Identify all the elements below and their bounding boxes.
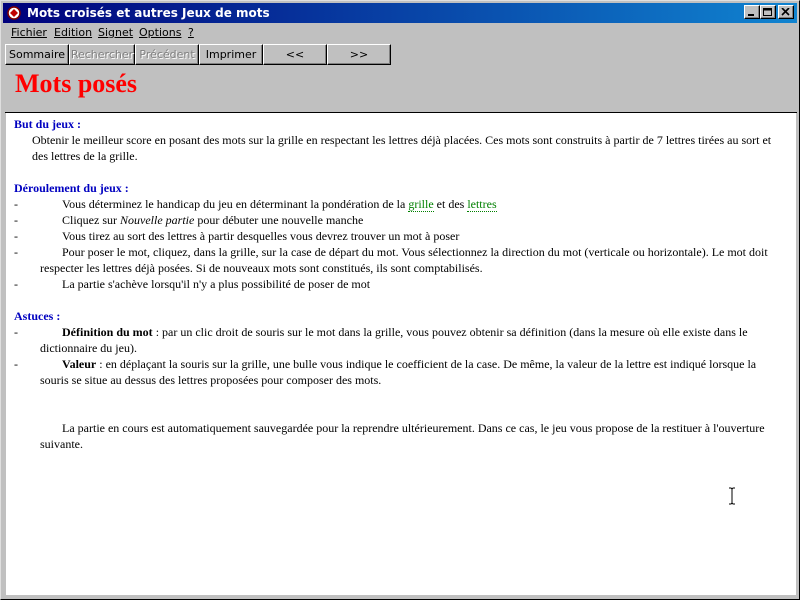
- help-content[interactable]: [6, 113, 796, 595]
- lettres-link[interactable]: lettres: [467, 197, 497, 211]
- next-topic-button[interactable]: >>: [327, 44, 391, 65]
- minimize-button[interactable]: [744, 5, 760, 19]
- window-title: Mots croisés et autres Jeux de mots: [27, 6, 270, 20]
- maximize-button[interactable]: [760, 5, 776, 19]
- list-item: - Vous déterminez le handicap du jeu en déterminant la pondération de la grille et des lettres: [14, 197, 497, 211]
- list-item: - La partie s'achève lorsqu'il n'y a plus possibilité de poser de mot: [14, 277, 371, 291]
- app-icon[interactable]: [6, 5, 22, 21]
- footer-note: La partie en cours est automatiquement sauvegardée pour la reprendre ultérieurement. Dans ce cas, le jeu vous propose de la restituer à l'ouverture suivante.: [40, 421, 765, 451]
- list-item: - Cliquez sur Nouvelle partie pour débuter une nouvelle manche: [14, 213, 364, 227]
- close-button[interactable]: [778, 5, 794, 19]
- list-item: - Vous tirez au sort des lettres à partir desquelles vous devrez trouver un mot à poser: [14, 229, 460, 243]
- topic-header: [5, 65, 797, 113]
- close-icon: [781, 8, 791, 16]
- list-item: - Pour poser le mot, cliquez, dans la grille, sur la case de départ du mot. Vous sélectionnez la direction du mot (verticale ou horizontale). Le mot doit respecter les lettres déjà posées. Si de nouveaux mots sont constitués, ils sont comptabilisés.: [14, 245, 768, 275]
- list-item: - Définition du mot : par un clic droit de souris sur le mot dans la grille, vous pouvez obtenir sa définition (dans la mesure où elle existe dans le dictionnaire du jeu).: [14, 325, 748, 355]
- maximize-icon: [763, 8, 773, 16]
- menu-fichier[interactable]: Fichier: [11, 26, 47, 39]
- previous-topic-button[interactable]: <<: [263, 44, 327, 65]
- toolbar: [5, 44, 797, 66]
- list-item: - Valeur : en déplaçant la souris sur la grille, une bulle vous indique le coefficient de la case. De même, la valeur de la lettre est indiqué lorsque la souris se situe au dessus des lettres proposées pour composer des mots.: [14, 357, 757, 387]
- sommaire-button[interactable]: Sommaire: [5, 44, 69, 65]
- menu-options[interactable]: Options: [139, 26, 182, 39]
- grille-link[interactable]: grille: [408, 197, 434, 211]
- deroulement-heading: Déroulement du jeux :: [14, 181, 129, 195]
- text-cursor-icon: [728, 487, 736, 505]
- minimize-icon: [747, 8, 757, 16]
- title-bar[interactable]: [3, 3, 797, 23]
- rechercher-button[interactable]: Rechercher: [69, 44, 135, 65]
- but-heading: But du jeux :: [14, 117, 82, 131]
- menu-signet[interactable]: Signet: [98, 26, 134, 39]
- menu-help[interactable]: ?: [188, 26, 194, 39]
- but-text: Obtenir le meilleur score en posant des mots sur la grille en respectant les lettres déjà placées. Ces mots sont construits à partir de 7 lettres tirées au sort et des lettres de la grille.: [32, 133, 772, 163]
- page-title: Mots posés: [15, 69, 138, 98]
- imprimer-button[interactable]: Imprimer: [199, 44, 263, 65]
- precedent-button[interactable]: Précédent: [135, 44, 199, 65]
- menu-edition[interactable]: Edition: [54, 26, 93, 39]
- menu-bar: [3, 23, 797, 43]
- astuces-heading: Astuces :: [14, 309, 61, 323]
